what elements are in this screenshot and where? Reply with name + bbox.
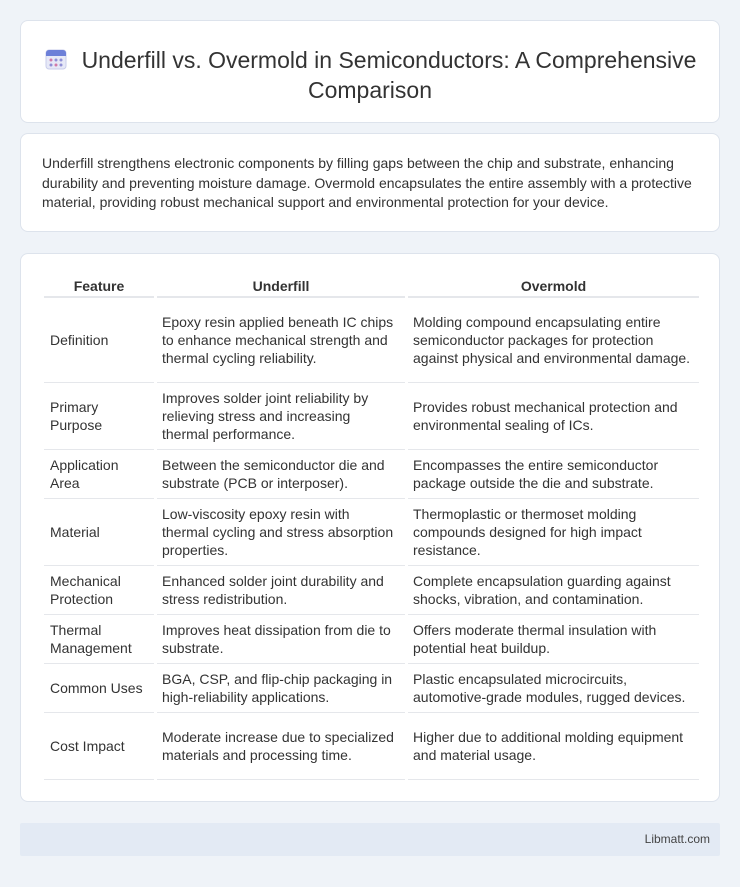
overmold-cell: Molding compound encapsulating entire semiconductor packages for protection against physical and environmental damage. (408, 298, 699, 383)
title-card (20, 20, 720, 123)
table-row (44, 499, 699, 566)
underfill-cell: Improves solder joint reliability by relieving stress and increasing thermal performance. (157, 383, 405, 450)
page-title (21, 45, 719, 105)
footer-bar (20, 823, 720, 856)
overmold-cell: Thermoplastic or thermoset molding compounds designed for high impact resistance. (408, 499, 699, 566)
header-feature: Feature (44, 276, 154, 298)
overmold-cell: Complete encapsulation guarding against shocks, vibration, and contamination. (408, 566, 699, 615)
overmold-cell: Provides robust mechanical protection and environmental sealing of ICs. (408, 383, 699, 450)
underfill-cell: Enhanced solder joint durability and stress redistribution. (157, 566, 405, 615)
comparison-table (41, 276, 702, 780)
comparison-card (20, 253, 720, 802)
table-row (44, 450, 699, 499)
overmold-cell: Offers moderate thermal insulation with potential heat buildup. (408, 615, 699, 664)
header-overmold: Overmold (408, 276, 699, 298)
intro-card (20, 133, 720, 232)
feature-cell: Primary Purpose (44, 383, 154, 450)
feature-cell: Cost Impact (44, 713, 154, 780)
feature-cell: Mechanical Protection (44, 566, 154, 615)
feature-cell: Thermal Management (44, 615, 154, 664)
table-row (44, 566, 699, 615)
underfill-cell: Between the semiconductor die and substrate (PCB or interposer). (157, 450, 405, 499)
overmold-cell: Encompasses the entire semiconductor package outside the die and substrate. (408, 450, 699, 499)
overmold-cell: Higher due to additional molding equipment and material usage. (408, 713, 699, 780)
overmold-cell: Plastic encapsulated microcircuits, automotive-grade modules, rugged devices. (408, 664, 699, 713)
feature-cell: Material (44, 499, 154, 566)
table-row (44, 383, 699, 450)
table-row (44, 615, 699, 664)
feature-cell: Definition (44, 298, 154, 383)
page-title-text: Underfill vs. Overmold in Semiconductors: A Comprehensive Comparison (81, 47, 697, 103)
underfill-cell: Improves heat dissipation from die to substrate. (157, 615, 405, 664)
header-underfill: Underfill (157, 276, 405, 298)
footer-brand: Libmatt.com (644, 832, 710, 846)
underfill-cell: Moderate increase due to specialized materials and processing time. (157, 713, 405, 780)
table-header-row (44, 276, 699, 298)
calendar-grid-icon (44, 47, 68, 71)
feature-cell: Application Area (44, 450, 154, 499)
underfill-cell: BGA, CSP, and flip-chip packaging in high-reliability applications. (157, 664, 405, 713)
intro-paragraph: Underfill strengthens electronic components by filling gaps between the chip and substrate, enhancing durability and preventing moisture damage. Overmold encapsulates the entire assembly with a protective material, providing robust mechanical support and environmental protection for your device. (42, 155, 692, 210)
underfill-cell: Low-viscosity epoxy resin with thermal cycling and stress absorption properties. (157, 499, 405, 566)
table-row (44, 664, 699, 713)
feature-cell: Common Uses (44, 664, 154, 713)
table-row (44, 713, 699, 780)
table-row (44, 298, 699, 383)
underfill-cell: Epoxy resin applied beneath IC chips to enhance mechanical strength and thermal cycling reliability. (157, 298, 405, 383)
